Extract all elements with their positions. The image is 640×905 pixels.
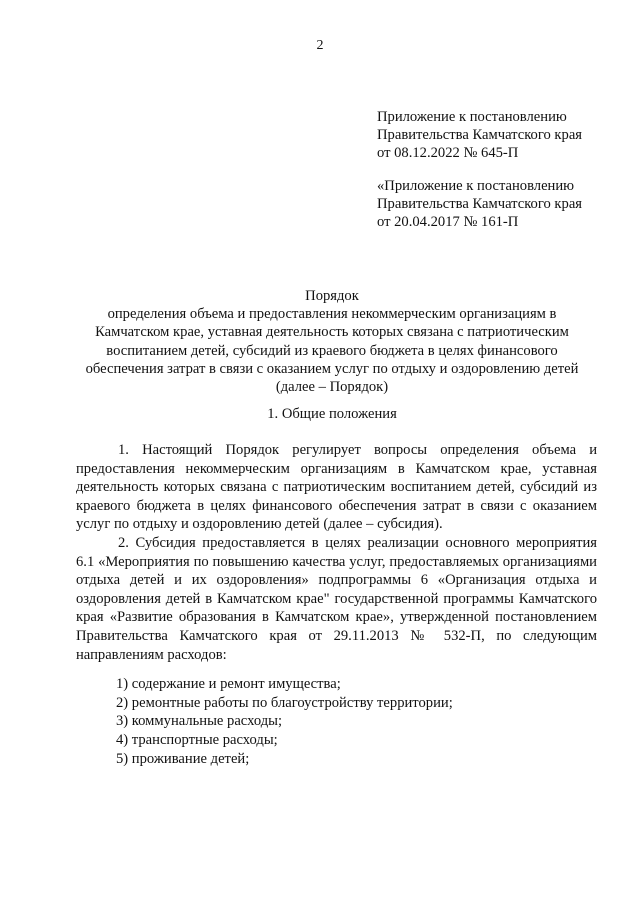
expense-list xyxy=(76,675,597,768)
list-item: 4) транспортные расходы; xyxy=(116,731,278,748)
appendix-current-line: от 08.12.2022 № 645-П xyxy=(377,145,519,161)
appendix-current-line: Приложение к постановлению xyxy=(377,109,567,125)
paragraph-2: 2. Субсидия предоставляется в целях реализации основного мероприятия 6.1 «Мероприятия по повышению качества услуг, предоставляемых организациями отдыха детей и их оздоровления» подпрограммы 6 «Организация отдыха и оздоровления детей в Камчатском крае" государственной программы Камчатского края «Развитие образования в Камчатском крае», утвержденной постановлением Правительства Камчатского края от 29.11.2013 № 532-П, по следующим направлениям расходов: xyxy=(76,534,597,663)
title-line: определения объема и предоставления некоммерческим организациям в xyxy=(107,306,557,323)
page-number: 2 xyxy=(316,38,324,53)
section-heading: 1. Общие положения xyxy=(267,406,397,422)
document-title xyxy=(68,287,596,396)
paragraph-1: 1. Настоящий Порядок регулирует вопросы определения объема и предоставления некоммерческим организациям в Камчатском крае, уставная деятельность которых связана с патриотическим воспитанием детей, субсидий из краевого бюджета в целях финансового обеспечения затрат в связи с оказанием услуг по отдыху и оздоровлению детей (далее – субсидия). xyxy=(76,442,597,533)
section-body xyxy=(76,441,597,768)
appendix-original-line: от 20.04.2017 № 161-П xyxy=(377,214,519,230)
list-item: 2) ремонтные работы по благоустройству территории; xyxy=(116,694,453,711)
list-item: 3) коммунальные расходы; xyxy=(116,713,282,730)
list-item: 1) содержание и ремонт имущества; xyxy=(116,676,341,693)
appendix-original-line: «Приложение к постановлению xyxy=(377,178,575,194)
list-item: 5) проживание детей; xyxy=(116,750,250,767)
appendix-current xyxy=(377,108,627,162)
title-line: Камчатском крае, уставная деятельность которых связана с патриотическим xyxy=(95,324,569,341)
appendix-current-line: Правительства Камчатского края xyxy=(377,127,583,143)
title-line: обеспечения затрат в связи с оказанием услуг по отдыху и оздоровлению детей xyxy=(85,360,579,377)
appendix-original xyxy=(377,177,627,231)
title-heading: Порядок xyxy=(305,288,359,304)
title-line: воспитанием детей, субсидий из краевого бюджета в целях финансового xyxy=(106,342,558,359)
title-line: (далее – Порядок) xyxy=(275,379,389,396)
appendix-original-line: Правительства Камчатского края xyxy=(377,196,583,212)
